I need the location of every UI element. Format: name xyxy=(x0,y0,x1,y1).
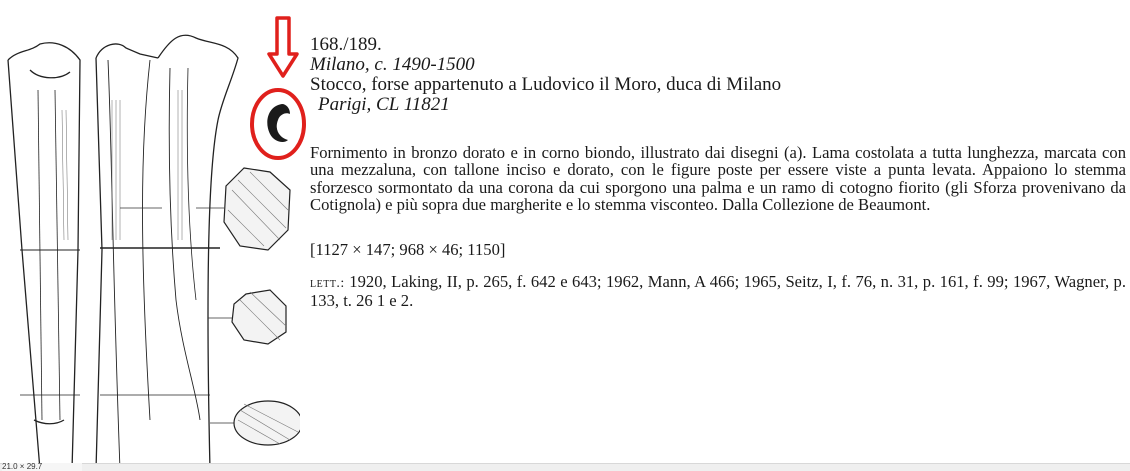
bibliography-text: 1920, Laking, II, p. 265, f. 642 e 643; 1962, Mann, A 466; 1965, Seitz, I, f. 76, n. 31, p. 161, f. 99; 1967, Wagner, p. 133, t. 26 1 e 2. xyxy=(310,272,1127,311)
page-size-readout: 21.0 × 29.7 xyxy=(2,463,82,471)
catalog-number: 168./189. xyxy=(310,34,382,55)
dimensions: [1127 × 147; 968 × 46; 1150] xyxy=(310,240,506,259)
crescent-mark-icon xyxy=(267,104,290,142)
crescent-mark-highlight xyxy=(246,84,310,164)
description: Fornimento in bronzo dorato e in corno biondo, illustrato dai disegni (a). Lama costolata a tutta lunghezza, marcata con una mezzaluna, con tallone inciso e dorato, con le figure poste per essere viste a punta levata. Appaiono lo stemma sforzesco sormontato da una corona da cui sporgono una palma e un ramo di cotogno fiorito (gli Sforza provenivano da Cotignola) e più sopra due margherite e lo stemma visconteo. Dalla Collezione de Beaumont. xyxy=(310,143,1126,215)
place-date: Milano, c. 1490-1500 xyxy=(310,54,475,75)
bibliography-label: lett.: xyxy=(310,276,345,291)
down-arrow-icon xyxy=(266,16,300,80)
status-bar xyxy=(0,463,1130,471)
bibliography xyxy=(310,273,1126,310)
collection-location: Parigi, CL 11821 xyxy=(318,94,450,115)
entry-title: Stocco, forse appartenuto a Ludovico il Moro, duca di Milano xyxy=(310,74,782,95)
sword-hilt-drawing xyxy=(0,0,300,471)
entry-heading xyxy=(310,35,1126,115)
